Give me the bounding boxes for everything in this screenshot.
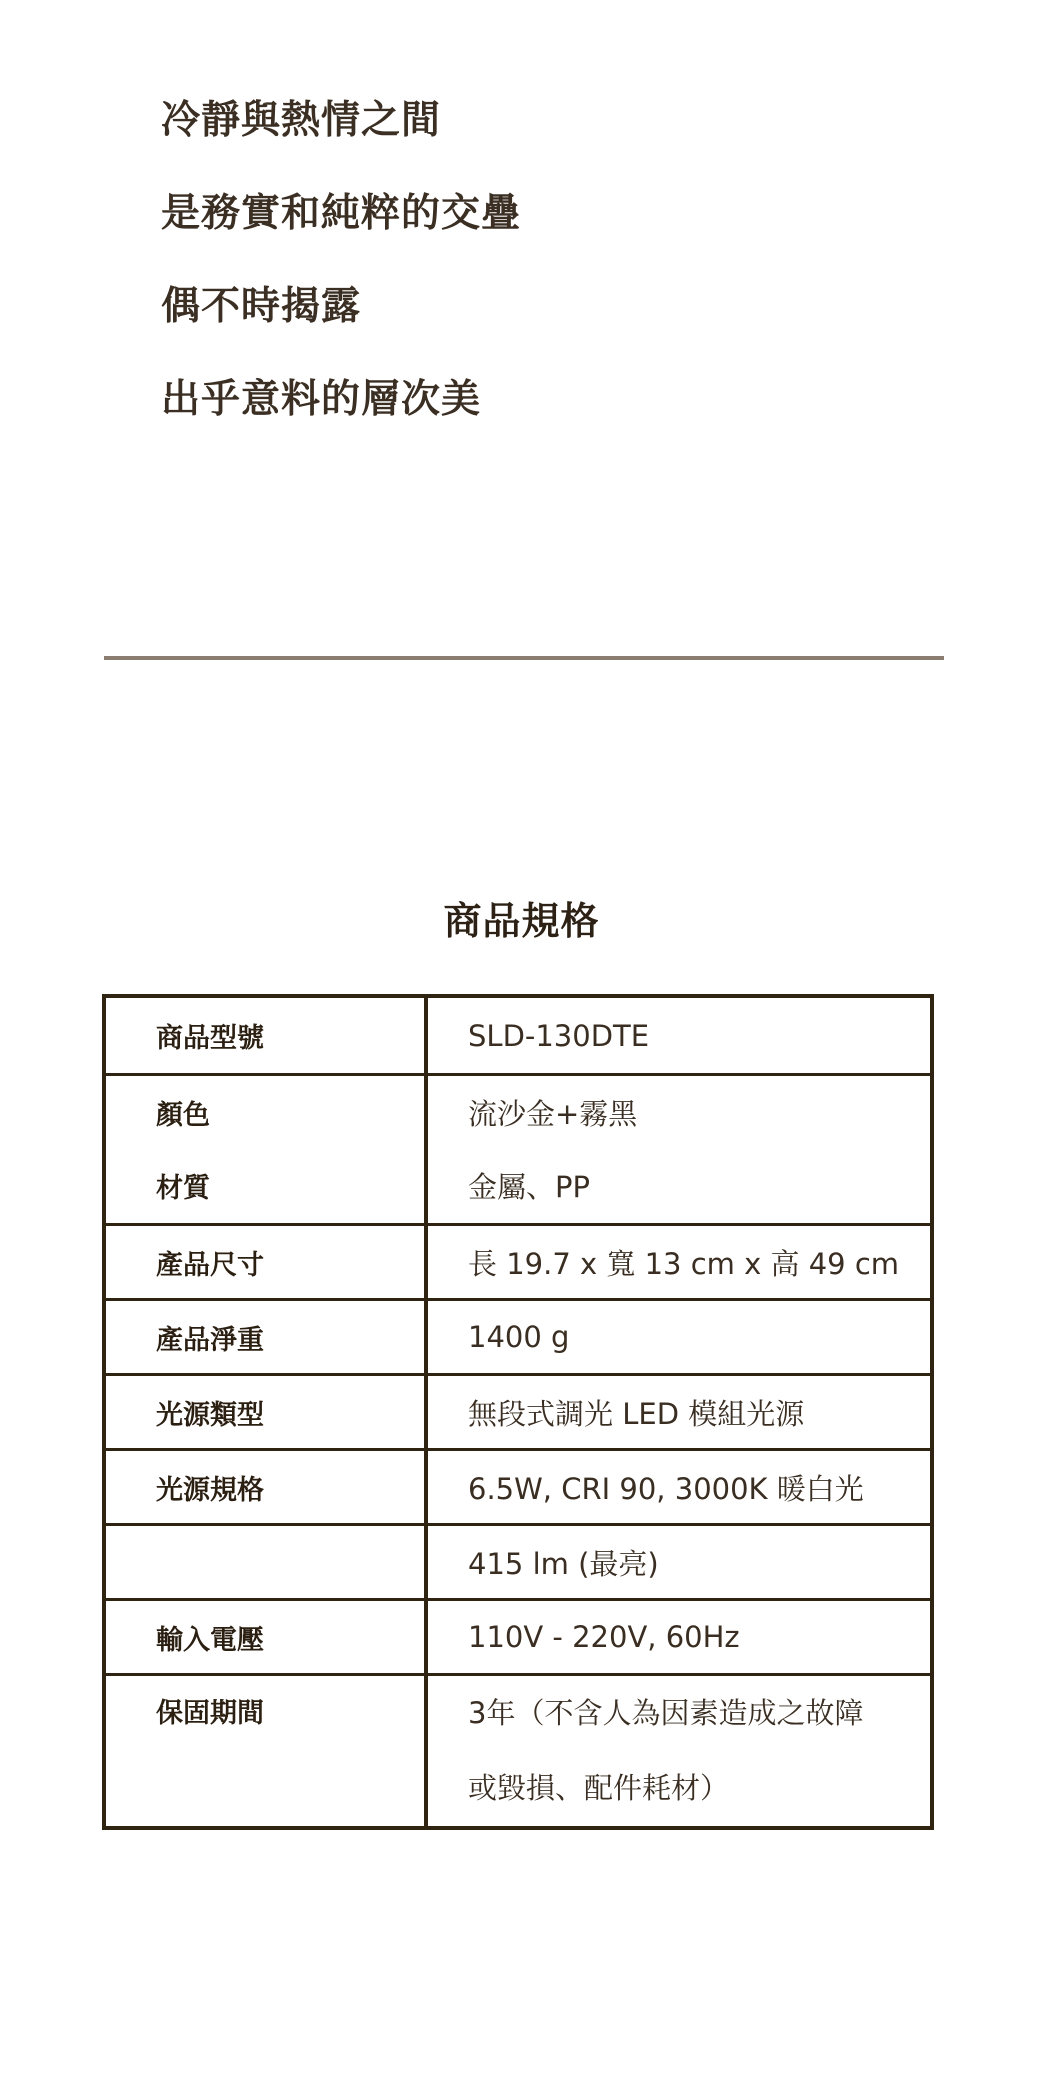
spec-label-size: 產品尺寸 [106,1226,428,1298]
spec-row-color [106,1073,930,1148]
intro-line-2: 是務實和純粹的交疊 [161,191,522,236]
spec-row-warranty [106,1673,930,1826]
spec-value-color: 流沙金+霧黑 [468,1096,638,1131]
intro-line-1: 冷靜與熱情之間 [161,98,442,143]
spec-row-light-spec [106,1448,930,1523]
spec-label-lumen [106,1526,428,1598]
spec-value-warranty-line-1: 3年（不含人為因素造成之故障 [468,1696,864,1730]
spec-row-model [106,998,930,1073]
spec-table [102,994,934,1830]
spec-row-lumen [106,1523,930,1598]
spec-label-color: 顏色 [106,1076,428,1148]
spec-row-weight [106,1298,930,1373]
spec-value-warranty-line-2: 或毀損、配件耗材） [468,1771,730,1805]
spec-value-voltage: 110V - 220V, 60Hz [468,1620,740,1654]
spec-value-model: SLD-130DTE [468,1018,650,1053]
spec-row-voltage [106,1598,930,1673]
intro-line-3: 偶不時揭露 [161,284,362,329]
spec-label-voltage: 輸入電壓 [106,1601,428,1673]
spec-value-lumen: 415 lm (最亮) [468,1546,659,1581]
spec-label-light-type: 光源類型 [106,1376,428,1448]
spec-label-material: 材質 [106,1148,428,1223]
spec-row-light-type [106,1373,930,1448]
spec-section-title: 商品規格 [443,899,600,943]
spec-value-light-spec: 6.5W, CRI 90, 3000K 暖白光 [468,1471,864,1506]
spec-label-light-spec: 光源規格 [106,1451,428,1523]
spec-value-weight: 1400 g [468,1320,570,1354]
section-divider [104,656,944,660]
spec-value-size: 長 19.7 x 寬 13 cm x 高 49 cm [468,1246,900,1281]
spec-label-warranty: 保固期間 [156,1698,264,1729]
intro-text-block [161,88,521,460]
spec-row-size [106,1223,930,1298]
intro-line-4: 出乎意料的層次美 [161,377,482,422]
spec-value-material: 金屬、PP [468,1170,590,1204]
spec-label-weight: 產品淨重 [106,1301,428,1373]
spec-value-light-type: 無段式調光 LED 模組光源 [468,1396,805,1431]
spec-label-model: 商品型號 [106,998,428,1073]
spec-value-warranty-cell [428,1676,930,1826]
spec-label-warranty-cell [106,1676,428,1826]
spec-row-material [106,1148,930,1223]
